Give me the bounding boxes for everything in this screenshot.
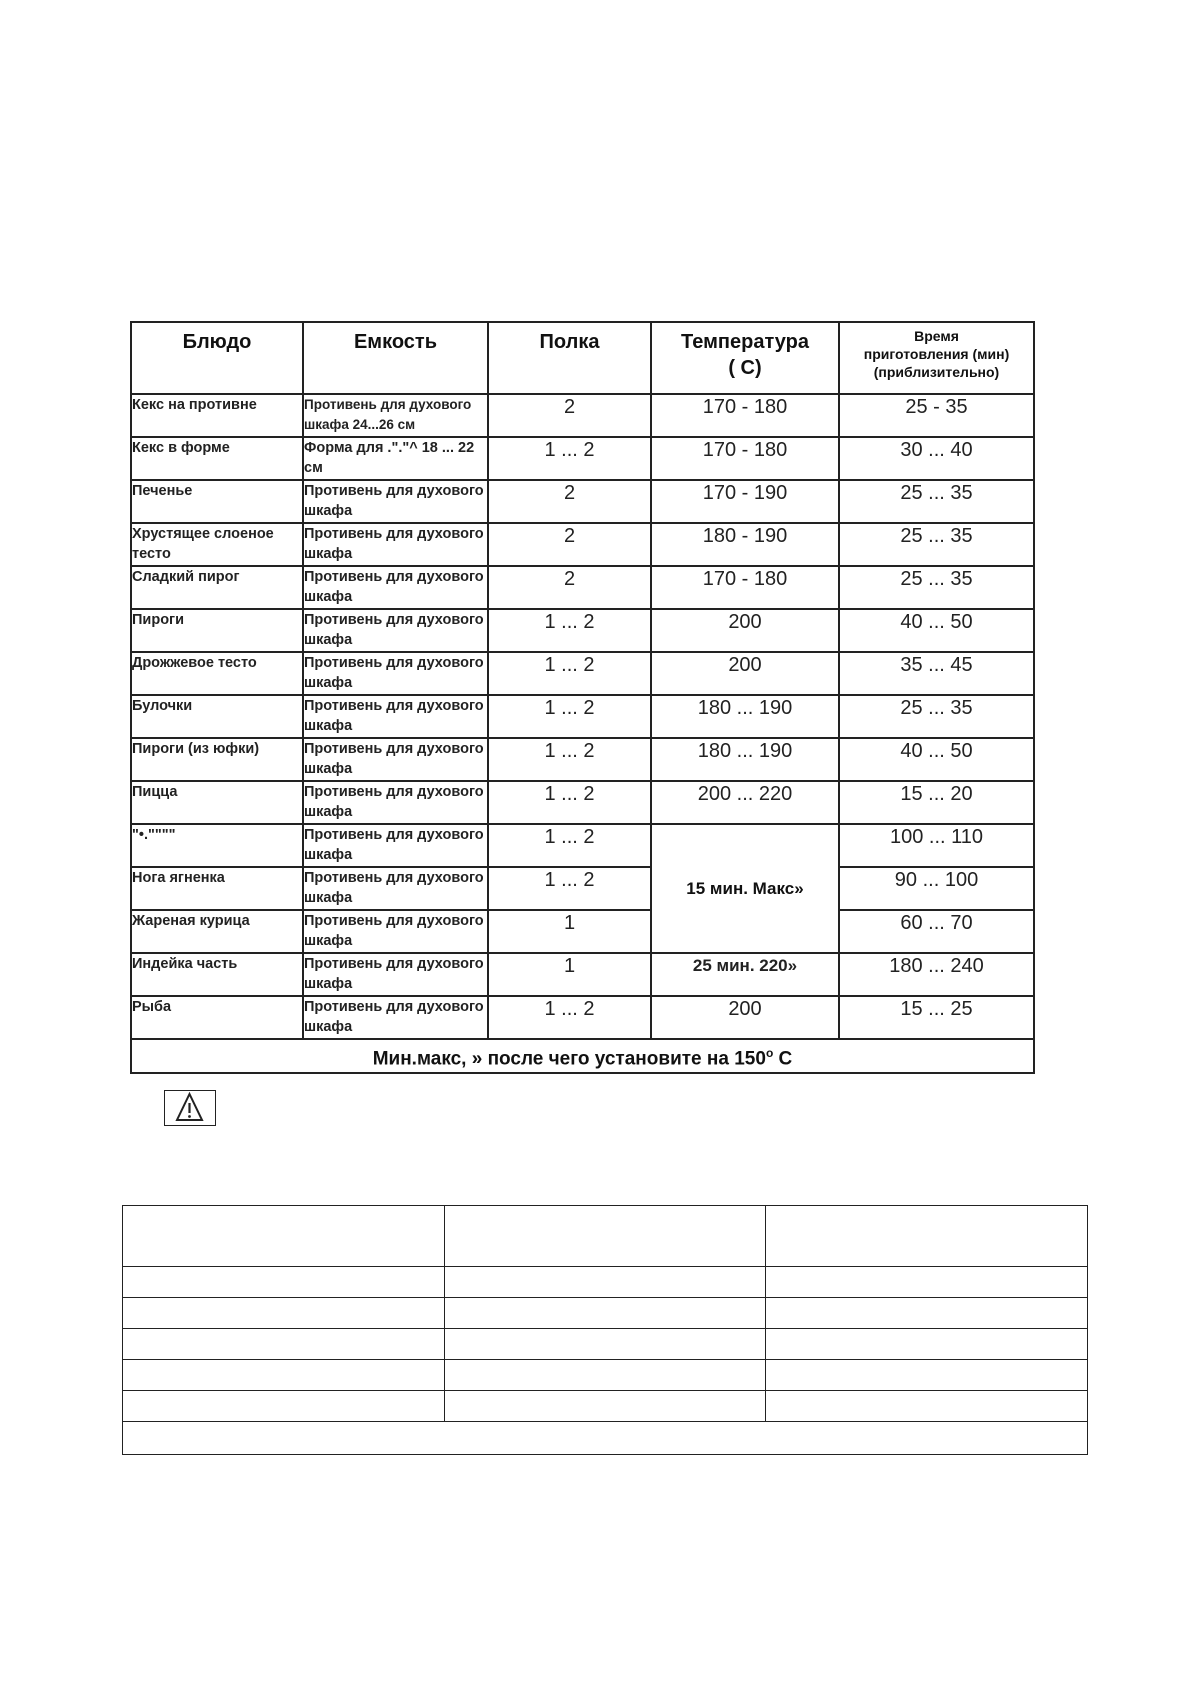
header-temperature-line2: ( С) xyxy=(728,357,762,379)
temperature-cell: 170 - 180 xyxy=(651,566,839,609)
dish-cell: Кекс на противне xyxy=(131,394,303,437)
table-footer-row xyxy=(131,1039,1034,1073)
table-row xyxy=(131,609,1034,652)
dish-cell: Индейка часть xyxy=(131,953,303,996)
time-cell: 25 ... 35 xyxy=(839,523,1034,566)
empty-cell xyxy=(445,1391,766,1422)
empty-cell xyxy=(123,1298,445,1329)
time-cell: 180 ... 240 xyxy=(839,953,1034,996)
temperature-cell: 180 ... 190 xyxy=(651,695,839,738)
time-cell: 40 ... 50 xyxy=(839,609,1034,652)
container-cell: Противень для духового шкафа xyxy=(303,781,488,824)
temperature-cell: 200 xyxy=(651,609,839,652)
empty-cell xyxy=(766,1360,1088,1391)
time-cell: 30 ... 40 xyxy=(839,437,1034,480)
container-cell: Противень для духового шкафа xyxy=(303,738,488,781)
shelf-cell: 2 xyxy=(488,566,651,609)
table-row xyxy=(131,953,1034,996)
table-row xyxy=(131,695,1034,738)
dish-cell: Хрустящее слоеное тесто xyxy=(131,523,303,566)
container-cell: Противень для духового шкафа xyxy=(303,695,488,738)
time-cell: 25 ... 35 xyxy=(839,480,1034,523)
table-row xyxy=(131,738,1034,781)
empty-cell xyxy=(766,1298,1088,1329)
container-cell: Противень для духового шкафа xyxy=(303,480,488,523)
shelf-cell: 1 ... 2 xyxy=(488,996,651,1039)
shelf-cell: 1 xyxy=(488,910,651,953)
dish-cell: Нога ягненка xyxy=(131,867,303,910)
empty-cell xyxy=(445,1360,766,1391)
shelf-cell: 1 ... 2 xyxy=(488,738,651,781)
empty-cell xyxy=(766,1329,1088,1360)
empty-cell xyxy=(445,1329,766,1360)
temperature-cell: 200 xyxy=(651,996,839,1039)
table-row xyxy=(131,652,1034,695)
header-temperature-line1: Температура xyxy=(681,331,809,353)
dish-cell: Кекс в форме xyxy=(131,437,303,480)
empty-cell xyxy=(123,1391,445,1422)
time-cell: 15 ... 20 xyxy=(839,781,1034,824)
table-row xyxy=(131,781,1034,824)
empty-cell xyxy=(123,1360,445,1391)
header-time-line2: приготовления (мин) xyxy=(863,346,1010,362)
container-cell: Противень для духового шкафа xyxy=(303,523,488,566)
dish-cell: Булочки xyxy=(131,695,303,738)
container-cell: Противень для духового шкафа xyxy=(303,566,488,609)
empty-cell xyxy=(123,1267,445,1298)
footer-text: Мин.макс, » после чего установите на 150 xyxy=(372,1048,766,1070)
empty-cell xyxy=(445,1206,766,1267)
dish-cell: Дрожжевое тесто xyxy=(131,652,303,695)
cooking-table xyxy=(130,321,1035,1074)
shelf-cell: 1 ... 2 xyxy=(488,781,651,824)
temperature-cell: 180 ... 190 xyxy=(651,738,839,781)
empty-cell xyxy=(445,1267,766,1298)
container-cell: Форма для ."."^ 18 ... 22 см xyxy=(303,437,488,480)
shelf-cell: 2 xyxy=(488,523,651,566)
empty-table-row xyxy=(123,1267,1088,1298)
table-row xyxy=(131,437,1034,480)
time-cell: 60 ... 70 xyxy=(839,910,1034,953)
table-row xyxy=(131,394,1034,437)
table-header-row xyxy=(131,322,1034,394)
temperature-cell: 25 мин. 220» xyxy=(651,953,839,996)
footer-unit: С xyxy=(773,1048,793,1070)
shelf-cell: 2 xyxy=(488,394,651,437)
time-cell: 90 ... 100 xyxy=(839,867,1034,910)
shelf-cell: 1 ... 2 xyxy=(488,867,651,910)
time-cell: 25 ... 35 xyxy=(839,695,1034,738)
header-time-line3: (приблизительно) xyxy=(873,364,1000,380)
empty-table-row xyxy=(123,1360,1088,1391)
shelf-cell: 1 ... 2 xyxy=(488,824,651,867)
empty-table-row xyxy=(123,1391,1088,1422)
merged-temperature-cell: 15 мин. Макс» xyxy=(651,824,839,953)
empty-table-footer-row xyxy=(123,1422,1088,1455)
container-cell: Противень для духового шкафа xyxy=(303,609,488,652)
time-cell: 40 ... 50 xyxy=(839,738,1034,781)
shelf-cell: 1 ... 2 xyxy=(488,437,651,480)
empty-table-header-row xyxy=(123,1206,1088,1267)
container-cell: Противень для духового шкафа xyxy=(303,652,488,695)
temperature-cell: 200 xyxy=(651,652,839,695)
shelf-cell: 2 xyxy=(488,480,651,523)
header-shelf: Полка xyxy=(488,322,651,394)
empty-cell xyxy=(766,1267,1088,1298)
table-row xyxy=(131,480,1034,523)
header-temperature xyxy=(651,322,839,394)
empty-cell xyxy=(123,1206,445,1267)
time-cell: 100 ... 110 xyxy=(839,824,1034,867)
table-row xyxy=(131,910,1034,953)
time-cell: 15 ... 25 xyxy=(839,996,1034,1039)
container-cell: Противень для духового шкафа xyxy=(303,953,488,996)
warning-triangle-icon xyxy=(164,1090,216,1126)
table-row xyxy=(131,996,1034,1039)
table-row xyxy=(131,867,1034,910)
temperature-cell: 170 - 190 xyxy=(651,480,839,523)
dish-cell: Рыба xyxy=(131,996,303,1039)
header-time-line1: Время xyxy=(914,328,959,344)
dish-cell: Печенье xyxy=(131,480,303,523)
shelf-cell: 1 xyxy=(488,953,651,996)
container-cell: Противень для духового шкафа xyxy=(303,824,488,867)
header-time xyxy=(839,322,1034,394)
dish-cell: Сладкий пирог xyxy=(131,566,303,609)
temperature-cell: 180 - 190 xyxy=(651,523,839,566)
shelf-cell: 1 ... 2 xyxy=(488,609,651,652)
time-cell: 25 - 35 xyxy=(839,394,1034,437)
empty-table-row xyxy=(123,1298,1088,1329)
header-dish: Блюдо xyxy=(131,322,303,394)
time-cell: 35 ... 45 xyxy=(839,652,1034,695)
warning-triangle-icon-svg xyxy=(165,1091,214,1124)
empty-cell xyxy=(445,1298,766,1329)
empty-table xyxy=(122,1205,1088,1455)
table-footer xyxy=(131,1039,1034,1073)
shelf-cell: 1 ... 2 xyxy=(488,695,651,738)
table-row xyxy=(131,566,1034,609)
dish-cell: "•."""" xyxy=(131,824,303,867)
dish-cell: Пироги (из юфки) xyxy=(131,738,303,781)
table-row xyxy=(131,523,1034,566)
header-container: Емкость xyxy=(303,322,488,394)
shelf-cell: 1 ... 2 xyxy=(488,652,651,695)
dish-cell: Пицца xyxy=(131,781,303,824)
empty-footer-cell xyxy=(123,1422,1088,1455)
container-cell: Противень для духового шкафа xyxy=(303,910,488,953)
temperature-cell: 170 - 180 xyxy=(651,394,839,437)
container-cell: Противень для духового шкафа xyxy=(303,996,488,1039)
temperature-cell: 200 ... 220 xyxy=(651,781,839,824)
empty-cell xyxy=(766,1206,1088,1267)
empty-cell xyxy=(123,1329,445,1360)
container-cell: Противень для духового шкафа xyxy=(303,867,488,910)
time-cell: 25 ... 35 xyxy=(839,566,1034,609)
footer-degree: o xyxy=(765,1046,774,1060)
empty-cell xyxy=(766,1391,1088,1422)
container-cell: Противень для духового шкафа 24...26 см xyxy=(303,394,488,437)
table-row xyxy=(131,824,1034,867)
empty-table-row xyxy=(123,1329,1088,1360)
dish-cell: Пироги xyxy=(131,609,303,652)
dish-cell: Жареная курица xyxy=(131,910,303,953)
temperature-cell: 170 - 180 xyxy=(651,437,839,480)
